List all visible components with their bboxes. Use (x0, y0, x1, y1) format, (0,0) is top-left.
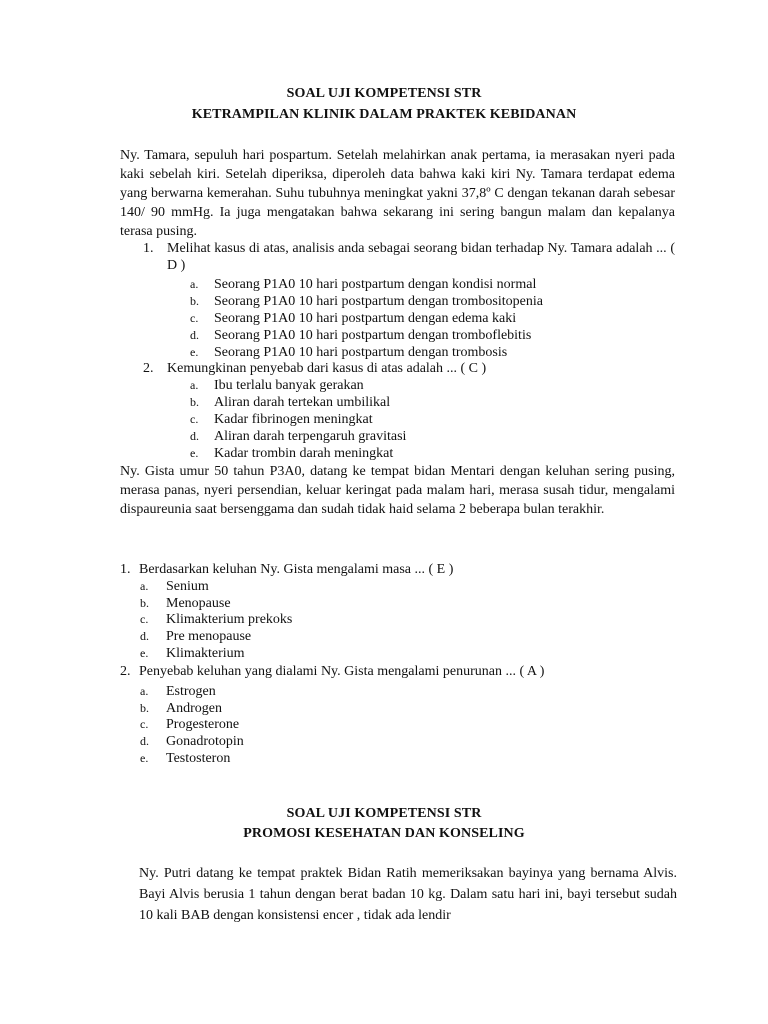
section3-title-line1: SOAL UJI KOMPETENSI STR (286, 806, 482, 821)
question-number: 2. (120, 664, 131, 679)
section3-title-line2: PROMOSI KESEHATAN DAN KONSELING (243, 826, 525, 841)
case-putri: Ny. Putri datang ke tempat praktek Bidan Ratih memeriksakan bayinya yang bernama Alvis. Bayi Alvis berusia 1 tahun dengan berat badan 10 kg. Dalam satu hari ini, bayi tersebut sudah 10 kali BAB dengan konsistensi encer , tidak ada lendir (139, 866, 677, 923)
section1-title-line2: KETRAMPILAN KLINIK DALAM PRAKTEK KEBIDANAN (191, 107, 577, 122)
question-number: 1. (143, 241, 154, 256)
section1-title-line1: SOAL UJI KOMPETENSI STR (286, 86, 482, 101)
case-tamara: Ny. Tamara, sepuluh hari pospartum. Setelah melahirkan anak pertama, ia merasakan nyeri pada kaki sebelah kiri. Setelah diperiksa, diperoleh data bahwa kaki kiri Ny. Tamara terdapat edema yang berwarna kemerahan. Suhu tubuhnya meningkat yakni 37,8º C dengan tekanan darah sebesar 140/ 90 mmHg. Ia juga mengatakan bahwa sekarang ini sering bangun malam dan kepalanya terasa pusing. (120, 148, 675, 239)
case-gista: Ny. Gista umur 50 tahun P3A0, datang ke tempat bidan Mentari dengan keluhan sering pusing, merasa panas, nyeri persendian, keluar keringat pada malam hari, merasa susah tidur, mengalami dispaureunia saat bersenggama dan sudah tidak haid selama 2 beberapa bulan terakhir. (120, 464, 675, 517)
question-text: Berdasarkan keluhan Ny. Gista mengalami masa ... ( E ) (139, 562, 454, 577)
question-number: 1. (120, 562, 131, 577)
document-page: SOAL UJI KOMPETENSI STR KETRAMPILAN KLINIK DALAM PRAKTEK KEBIDANAN Ny. Tamara, sepuluh hari pospartum. Setelah melahirkan anak pertama, ia merasakan nyeri pada kaki sebelah kiri. Setelah diperiksa, diperoleh data bahwa kaki kiri Ny. Tamara terdapat edema yang berwarna kemerahan. Suhu tubuhnya meningkat yakni 37,8º C dengan tekanan darah sebesar 140/ 90 mmHg. Ia juga mengatakan bahwa sekarang ini sering bangun malam dan kepalanya terasa pusing. 1. Melihat kasus di atas, analisis anda sebagai seorang bidan terhadap Ny. Tamara adalah ... ( D ) a. Seorang P1A0 10 hari postpartum dengan kondisi normal b. Seorang P1A0 10 hari postpartum dengan trombositopenia c. Seorang P1A0 10 hari postpartum dengan edema kaki d. Seorang P1A0 10 hari postpartum dengan tromboflebitis e. Seorang P1A0 10 hari postpartum dengan trombosis 2. Kemungkinan penyebab dari kasus di atas adalah ... ( C ) a. Ibu terlalu banyak gerakan b. Aliran darah tertekan umbilikal c. Kadar fibrinogen meningkat d. Aliran darah terpengaruh gravitasi e. Kadar trombin darah meningkat Ny. Gista umur 50 tahun P3A0, datang ke tempat bidan Mentari dengan keluhan sering pusing, merasa panas, nyeri persendian, keluar keringat pada malam hari, merasa susah tidur, mengalami dispaureunia saat bersenggama dan sudah tidak haid selama 2 beberapa bulan terakhir. 1. Berdasarkan keluhan Ny. Gista mengalami masa ... ( E ) a. Senium b. Menopause c. Klimakterium prekoks d. Pre menopause e. Klimakterium 2. Penyebab keluhan yang dialami Ny. Gista mengalami penurunan ... ( A ) a. Estrogen b. Androgen c. Progesterone d. Gonadrotopin e. Testosteron SOAL UJI KOMPETENSI STR PROMOSI KESEHATAN DAN KONSELING Ny. Putri datang ke tempat praktek Bidan Ratih memeriksakan bayinya yang bernama Alvis. Bayi Alvis berusia 1 tahun dengan berat badan 10 kg. Dalam satu hari ini, bayi tersebut sudah 10 kali BAB dengan konsistensi encer , tidak ada lendir (0, 0, 768, 1024)
question-text: Penyebab keluhan yang dialami Ny. Gista mengalami penurunan ... ( A ) (139, 664, 545, 679)
question-number: 2. (143, 361, 154, 376)
question-text: Melihat kasus di atas, analisis anda sebagai seorang bidan terhadap Ny. Tamara adalah ... ( D ) (167, 241, 675, 273)
question-text: Kemungkinan penyebab dari kasus di atas adalah ... ( C ) (167, 361, 487, 376)
